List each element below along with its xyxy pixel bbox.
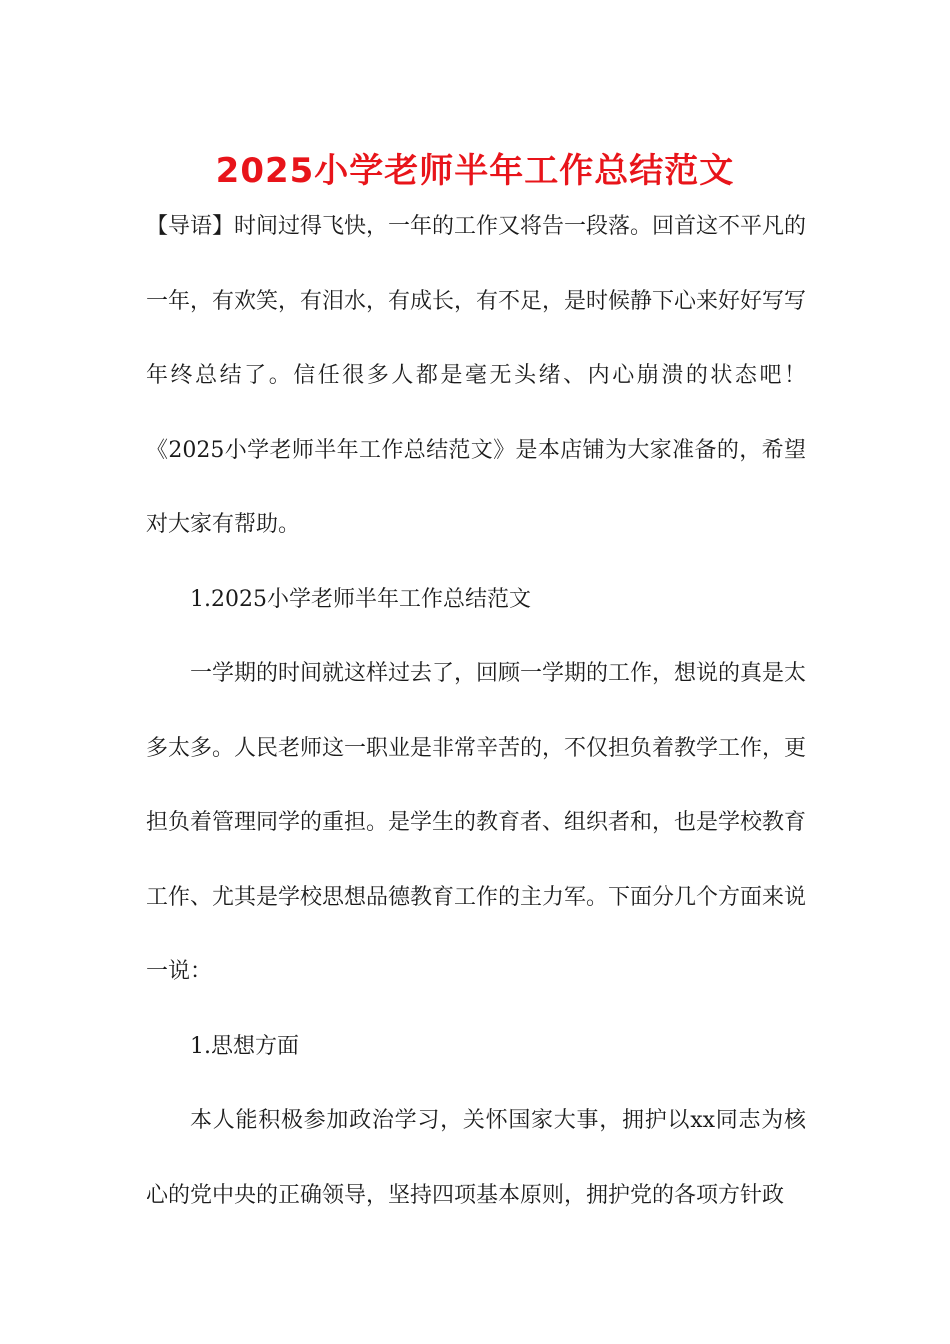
section-heading: 1.2025小学老师半年工作总结范文 — [190, 586, 531, 612]
document-title: 2025小学老师半年工作总结范文 — [215, 151, 735, 191]
sub-heading: 1.思想方面 — [190, 1033, 299, 1059]
document-body — [146, 190, 806, 1233]
body-paragraph: 一学期的时间就这样过去了，回顾一学期的工作，想说的真是太多太多。人民老师这一职业是非常辛苦的，不仅担负着教学工作，更担负着管理同学的重担。是学生的教育者、组织者和，也是学校教育工作、尤其是学校思想品德教育工作的主力军。下面分几个方面来说一说： — [146, 661, 807, 984]
body-paragraph: 本人能积极参加政治学习，关怀国家大事，拥护以xx同志为核心的党中央的正确领导，坚持四项基本原则，拥护党的各项方针政 — [146, 1108, 806, 1208]
intro-paragraph: 【导语】时间过得飞快，一年的工作又将告一段落。回首这不平凡的一年，有欢笑，有泪水，有成长，有不足，是时候静下心来好好写写年终总结了。信任很多人都是毫无头绪、内心崩溃的状态吧！《2025小学老师半年工作总结范文》是本店铺为大家准备的，希望对大家有帮助。 — [146, 214, 807, 537]
